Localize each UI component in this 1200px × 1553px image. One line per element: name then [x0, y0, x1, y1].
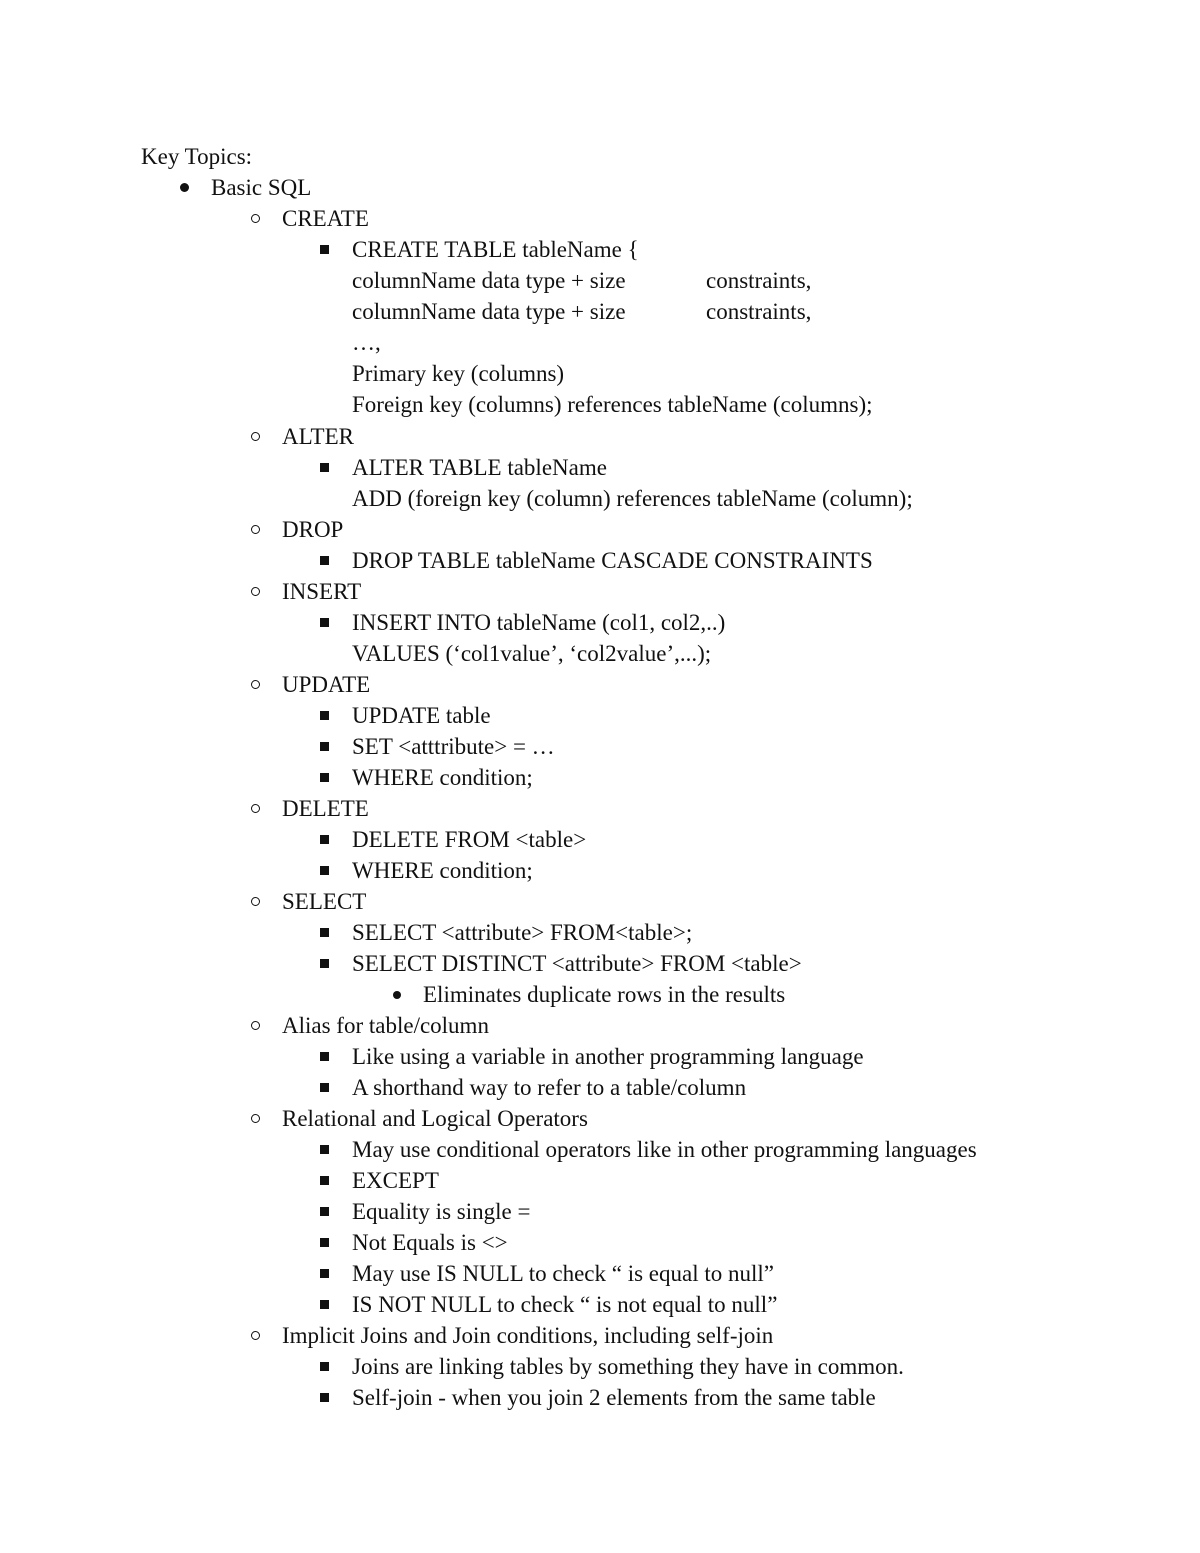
- create-line-6: Foreign key (columns) references tableName (columns);: [352, 392, 873, 417]
- list-item: Equality is single =: [352, 1199, 531, 1224]
- bullet-square-icon: [320, 1362, 329, 1371]
- create-line-3-constraints: constraints,: [706, 299, 812, 324]
- bullet-square-icon: [320, 245, 329, 254]
- bullet-circle-icon: [251, 897, 260, 906]
- bullet-square-icon: [320, 556, 329, 565]
- bullet-square-icon: [320, 928, 329, 937]
- list-item: Joins are linking tables by something they have in common.: [352, 1354, 904, 1379]
- section-alias-title: Alias for table/column: [282, 1013, 489, 1038]
- bullet-square-icon: [320, 1176, 329, 1185]
- bullet-square-icon: [320, 1083, 329, 1092]
- bullet-circle-icon: [251, 587, 260, 596]
- list-item: May use conditional operators like in other programming languages: [352, 1137, 977, 1162]
- bullet-square-icon: [320, 773, 329, 782]
- list-item: EXCEPT: [352, 1168, 439, 1193]
- bullet-square-icon: [320, 618, 329, 627]
- list-item-basic-sql: Basic SQL: [211, 175, 312, 200]
- insert-line-2: VALUES (‘col1value’, ‘col2value’,...);: [352, 641, 712, 666]
- create-line-2-constraints: constraints,: [706, 268, 812, 293]
- section-insert-title: INSERT: [282, 579, 362, 604]
- list-item: Not Equals is <>: [352, 1230, 508, 1255]
- list-item: May use IS NULL to check “ is equal to null”: [352, 1261, 774, 1286]
- bullet-dot-icon: [393, 991, 401, 999]
- bullet-circle-icon: [251, 804, 260, 813]
- bullet-square-icon: [320, 1393, 329, 1402]
- bullet-square-icon: [320, 866, 329, 875]
- section-create-title: CREATE: [282, 206, 369, 231]
- insert-line-1: INSERT INTO tableName (col1, col2,..): [352, 610, 726, 635]
- bullet-square-icon: [320, 1238, 329, 1247]
- section-joins-title: Implicit Joins and Join conditions, including self-join: [282, 1323, 774, 1348]
- section-drop-title: DROP: [282, 517, 344, 542]
- list-item: SELECT <attribute> FROM<table>;: [352, 920, 693, 945]
- bullet-square-icon: [320, 711, 329, 720]
- bullet-circle-icon: [251, 432, 260, 441]
- create-line-2: columnName data type + size: [352, 268, 626, 293]
- alter-line-2: ADD (foreign key (column) references tableName (column);: [352, 486, 913, 511]
- list-item: SELECT DISTINCT <attribute> FROM <table>: [352, 951, 802, 976]
- section-operators-title: Relational and Logical Operators: [282, 1106, 588, 1131]
- bullet-square-icon: [320, 959, 329, 968]
- bullet-circle-icon: [251, 214, 260, 223]
- drop-line-1: DROP TABLE tableName CASCADE CONSTRAINTS: [352, 548, 873, 573]
- list-item: DELETE FROM <table>: [352, 827, 587, 852]
- list-item: Like using a variable in another programming language: [352, 1044, 864, 1069]
- list-item: IS NOT NULL to check “ is not equal to null”: [352, 1292, 778, 1317]
- bullet-circle-icon: [251, 525, 260, 534]
- create-line-1: CREATE TABLE tableName {: [352, 237, 639, 262]
- bullet-square-icon: [320, 1145, 329, 1154]
- bullet-circle-icon: [251, 1021, 260, 1030]
- list-item: WHERE condition;: [352, 858, 533, 883]
- list-item: SET <atttribute> = …: [352, 734, 555, 759]
- section-delete-title: DELETE: [282, 796, 369, 821]
- bullet-square-icon: [320, 1207, 329, 1216]
- list-item: A shorthand way to refer to a table/column: [352, 1075, 747, 1100]
- list-item: Self-join - when you join 2 elements from the same table: [352, 1385, 876, 1410]
- list-item: UPDATE table: [352, 703, 491, 728]
- bullet-square-icon: [320, 835, 329, 844]
- bullet-square-icon: [320, 1300, 329, 1309]
- section-select-title: SELECT: [282, 889, 367, 914]
- create-line-3: columnName data type + size: [352, 299, 626, 324]
- bullet-circle-icon: [251, 1331, 260, 1340]
- create-line-4: …,: [352, 330, 381, 355]
- bullet-square-icon: [320, 1052, 329, 1061]
- list-item: WHERE condition;: [352, 765, 533, 790]
- bullet-circle-icon: [251, 680, 260, 689]
- bullet-square-icon: [320, 463, 329, 472]
- alter-line-1: ALTER TABLE tableName: [352, 455, 607, 480]
- create-line-5: Primary key (columns): [352, 361, 565, 386]
- bullet-circle-icon: [251, 1114, 260, 1123]
- bullet-square-icon: [320, 1269, 329, 1278]
- bullet-square-icon: [320, 742, 329, 751]
- section-alter-title: ALTER: [282, 424, 354, 449]
- bullet-dot-icon: [180, 183, 189, 192]
- heading: Key Topics:: [141, 144, 253, 169]
- list-item-sub: Eliminates duplicate rows in the results: [423, 982, 786, 1007]
- section-update-title: UPDATE: [282, 672, 371, 697]
